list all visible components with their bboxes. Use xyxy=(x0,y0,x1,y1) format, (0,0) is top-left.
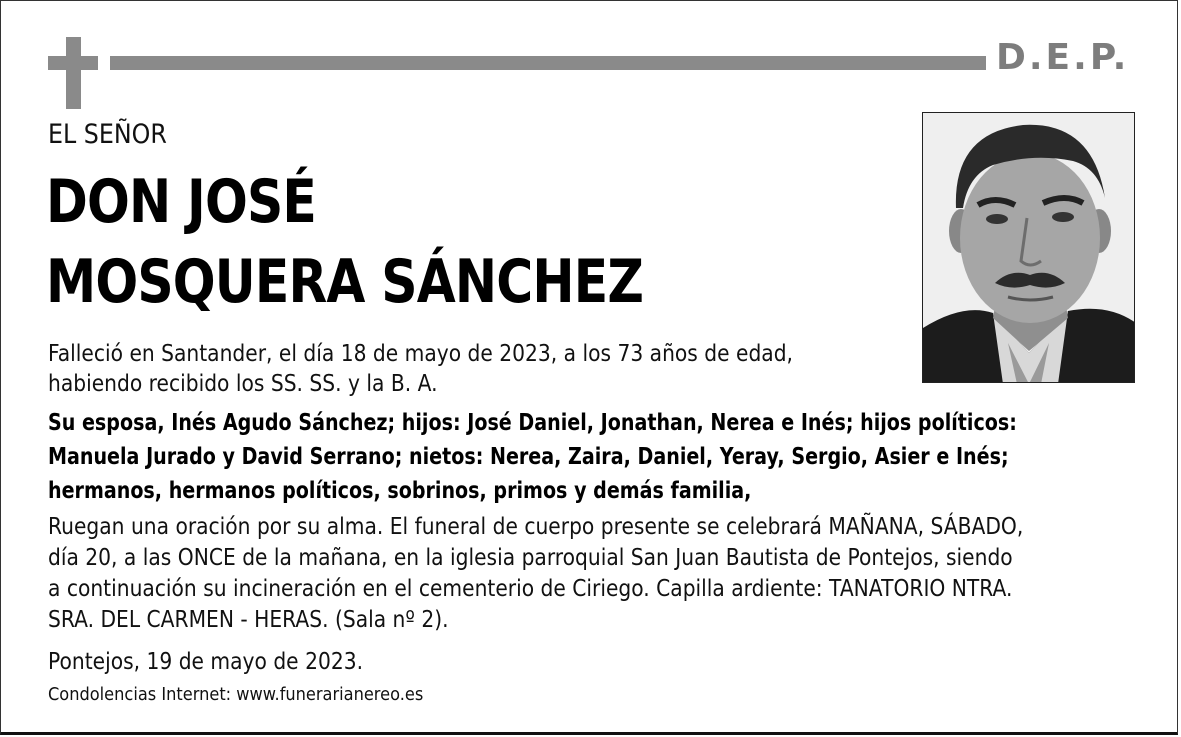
deceased-name-line1: DON JOSÉ xyxy=(46,167,317,237)
family-line: hermanos, hermanos políticos, sobrinos, primos y demás familia, xyxy=(48,478,752,504)
family-line: Manuela Jurado y David Serrano; nietos: Nerea, Zaira, Daniel, Yeray, Sergio, Asier e Inés; xyxy=(48,444,1009,470)
header-rule xyxy=(110,56,986,70)
cross-icon xyxy=(66,37,81,109)
place-date: Pontejos, 19 de mayo de 2023. xyxy=(48,649,364,675)
service-line: día 20, a las ONCE de la mañana, en la iglesia parroquial San Juan Bautista de Pontejos, siendo xyxy=(48,545,1013,571)
service-line: a continuación su incineración en el cementerio de Ciriego. Capilla ardiente: TANATORIO NTRA. xyxy=(48,576,1013,602)
portrait-image xyxy=(923,113,1135,383)
death-line: habiendo recibido los SS. SS. y la B. A. xyxy=(48,371,438,397)
service-line: SRA. DEL CARMEN - HERAS. (Sala nº 2). xyxy=(48,607,449,633)
title-line: EL SEÑOR xyxy=(48,119,167,150)
cross-icon-arm xyxy=(48,56,98,70)
deceased-name-line2: MOSQUERA SÁNCHEZ xyxy=(46,247,644,317)
death-line: Falleció en Santander, el día 18 de mayo de 2023, a los 73 años de edad, xyxy=(48,341,793,367)
family-line: Su esposa, Inés Agudo Sánchez; hijos: José Daniel, Jonathan, Nerea e Inés; hijos políticos: xyxy=(48,410,1017,436)
portrait-photo xyxy=(922,112,1135,383)
condolences-line: Condolencias Internet: www.funerarianereo.es xyxy=(48,684,424,705)
dep-label: D.E.P. xyxy=(996,37,1130,78)
service-line: Ruegan una oración por su alma. El funeral de cuerpo presente se celebrará MAÑANA, SÁBADO, xyxy=(48,514,1024,540)
